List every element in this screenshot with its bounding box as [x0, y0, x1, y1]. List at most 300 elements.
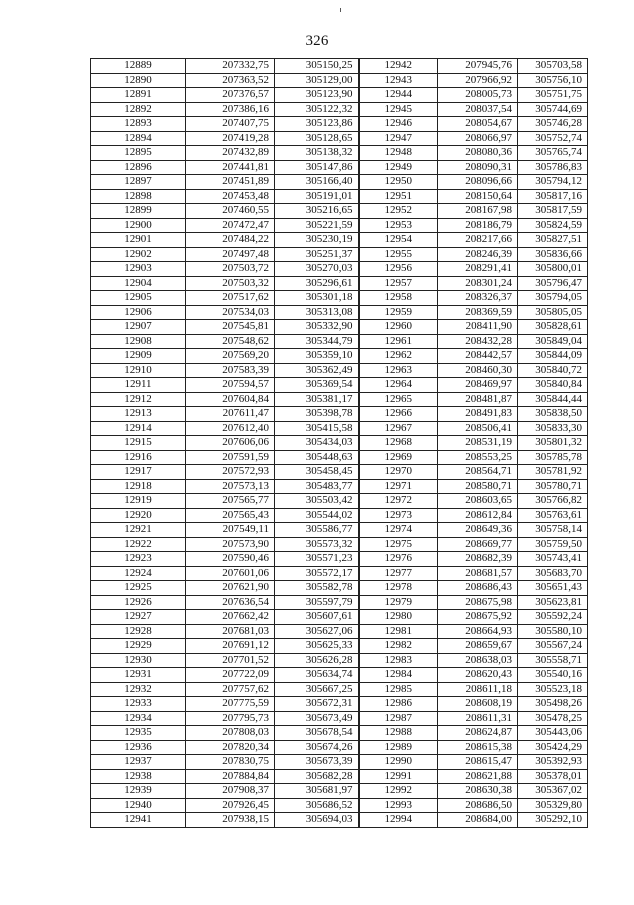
point-number-cell: 12969: [359, 450, 438, 465]
point-number-cell: 12935: [91, 726, 186, 741]
table-row: [91, 73, 588, 88]
y-coordinate-cell: 305138,32: [275, 146, 359, 161]
point-number-cell: 12988: [359, 726, 438, 741]
x-coordinate-cell: 207407,75: [186, 117, 275, 132]
table-row: [91, 537, 588, 552]
point-number-cell: 12918: [91, 479, 186, 494]
y-coordinate-cell: 305216,65: [275, 204, 359, 219]
point-number-cell: 12933: [91, 697, 186, 712]
y-coordinate-cell: 305359,10: [275, 349, 359, 364]
x-coordinate-cell: 208090,31: [438, 160, 518, 175]
point-number-cell: 12970: [359, 465, 438, 480]
x-coordinate-cell: 207376,57: [186, 88, 275, 103]
point-number-cell: 12890: [91, 73, 186, 88]
y-coordinate-cell: 305796,47: [518, 276, 588, 291]
y-coordinate-cell: 305785,78: [518, 450, 588, 465]
x-coordinate-cell: 207363,52: [186, 73, 275, 88]
y-coordinate-cell: 305166,40: [275, 175, 359, 190]
x-coordinate-cell: 207611,47: [186, 407, 275, 422]
x-coordinate-cell: 207945,76: [438, 59, 518, 74]
point-number-cell: 12986: [359, 697, 438, 712]
point-number-cell: 12929: [91, 639, 186, 654]
y-coordinate-cell: 305827,51: [518, 233, 588, 248]
table-row: [91, 508, 588, 523]
point-number-cell: 12943: [359, 73, 438, 88]
y-coordinate-cell: 305751,75: [518, 88, 588, 103]
x-coordinate-cell: 208659,67: [438, 639, 518, 654]
x-coordinate-cell: 208580,71: [438, 479, 518, 494]
x-coordinate-cell: 207484,22: [186, 233, 275, 248]
point-number-cell: 12896: [91, 160, 186, 175]
y-coordinate-cell: 305805,05: [518, 305, 588, 320]
x-coordinate-cell: 208481,87: [438, 392, 518, 407]
y-coordinate-cell: 305703,58: [518, 59, 588, 74]
point-number-cell: 12954: [359, 233, 438, 248]
y-coordinate-cell: 305571,23: [275, 552, 359, 567]
table-row: [91, 421, 588, 436]
y-coordinate-cell: 305758,14: [518, 523, 588, 538]
table-row: [91, 160, 588, 175]
y-coordinate-cell: 305443,06: [518, 726, 588, 741]
y-coordinate-cell: 305150,25: [275, 59, 359, 74]
y-coordinate-cell: 305626,28: [275, 653, 359, 668]
point-number-cell: 12959: [359, 305, 438, 320]
y-coordinate-cell: 305836,66: [518, 247, 588, 262]
x-coordinate-cell: 207503,72: [186, 262, 275, 277]
x-coordinate-cell: 208682,39: [438, 552, 518, 567]
y-coordinate-cell: 305129,00: [275, 73, 359, 88]
y-coordinate-cell: 305627,06: [275, 624, 359, 639]
x-coordinate-cell: 207601,06: [186, 566, 275, 581]
point-number-cell: 12917: [91, 465, 186, 480]
table-row: [91, 378, 588, 393]
y-coordinate-cell: 305292,10: [518, 813, 588, 828]
point-number-cell: 12939: [91, 784, 186, 799]
point-number-cell: 12893: [91, 117, 186, 132]
point-number-cell: 12984: [359, 668, 438, 683]
y-coordinate-cell: 305191,01: [275, 189, 359, 204]
table-row: [91, 479, 588, 494]
x-coordinate-cell: 207830,75: [186, 755, 275, 770]
x-coordinate-cell: 207548,62: [186, 334, 275, 349]
y-coordinate-cell: 305572,17: [275, 566, 359, 581]
x-coordinate-cell: 208612,84: [438, 508, 518, 523]
point-number-cell: 12977: [359, 566, 438, 581]
y-coordinate-cell: 305567,24: [518, 639, 588, 654]
y-coordinate-cell: 305128,65: [275, 131, 359, 146]
y-coordinate-cell: 305763,61: [518, 508, 588, 523]
table-row: [91, 682, 588, 697]
scan-mark: [340, 8, 341, 12]
point-number-cell: 12968: [359, 436, 438, 451]
y-coordinate-cell: 305794,12: [518, 175, 588, 190]
point-number-cell: 12901: [91, 233, 186, 248]
y-coordinate-cell: 305634,74: [275, 668, 359, 683]
y-coordinate-cell: 305378,01: [518, 769, 588, 784]
x-coordinate-cell: 207757,62: [186, 682, 275, 697]
point-number-cell: 12989: [359, 740, 438, 755]
coordinates-table: [90, 58, 588, 828]
y-coordinate-cell: 305752,74: [518, 131, 588, 146]
point-number-cell: 12932: [91, 682, 186, 697]
table-row: [91, 769, 588, 784]
table-row: [91, 624, 588, 639]
x-coordinate-cell: 207775,59: [186, 697, 275, 712]
point-number-cell: 12947: [359, 131, 438, 146]
point-number-cell: 12927: [91, 610, 186, 625]
y-coordinate-cell: 305344,79: [275, 334, 359, 349]
x-coordinate-cell: 207808,03: [186, 726, 275, 741]
y-coordinate-cell: 305367,02: [518, 784, 588, 799]
point-number-cell: 12926: [91, 595, 186, 610]
x-coordinate-cell: 208246,39: [438, 247, 518, 262]
x-coordinate-cell: 207701,52: [186, 653, 275, 668]
table-row: [91, 610, 588, 625]
point-number-cell: 12899: [91, 204, 186, 219]
y-coordinate-cell: 305313,08: [275, 305, 359, 320]
point-number-cell: 12916: [91, 450, 186, 465]
table-row: [91, 305, 588, 320]
y-coordinate-cell: 305683,70: [518, 566, 588, 581]
point-number-cell: 12953: [359, 218, 438, 233]
point-number-cell: 12925: [91, 581, 186, 596]
point-number-cell: 12900: [91, 218, 186, 233]
point-number-cell: 12909: [91, 349, 186, 364]
point-number-cell: 12891: [91, 88, 186, 103]
x-coordinate-cell: 208411,90: [438, 320, 518, 335]
point-number-cell: 12934: [91, 711, 186, 726]
y-coordinate-cell: 305765,74: [518, 146, 588, 161]
y-coordinate-cell: 305523,18: [518, 682, 588, 697]
y-coordinate-cell: 305780,71: [518, 479, 588, 494]
y-coordinate-cell: 305781,92: [518, 465, 588, 480]
point-number-cell: 12965: [359, 392, 438, 407]
x-coordinate-cell: 207594,57: [186, 378, 275, 393]
point-number-cell: 12960: [359, 320, 438, 335]
point-number-cell: 12950: [359, 175, 438, 190]
x-coordinate-cell: 208615,47: [438, 755, 518, 770]
x-coordinate-cell: 208608,19: [438, 697, 518, 712]
y-coordinate-cell: 305123,86: [275, 117, 359, 132]
table-row: [91, 436, 588, 451]
y-coordinate-cell: 305458,45: [275, 465, 359, 480]
x-coordinate-cell: 208291,41: [438, 262, 518, 277]
point-number-cell: 12976: [359, 552, 438, 567]
table-row: [91, 639, 588, 654]
x-coordinate-cell: 207517,62: [186, 291, 275, 306]
x-coordinate-cell: 207565,77: [186, 494, 275, 509]
x-coordinate-cell: 207591,59: [186, 450, 275, 465]
point-number-cell: 12898: [91, 189, 186, 204]
x-coordinate-cell: 207820,34: [186, 740, 275, 755]
point-number-cell: 12930: [91, 653, 186, 668]
point-number-cell: 12941: [91, 813, 186, 828]
table-row: [91, 204, 588, 219]
y-coordinate-cell: 305840,72: [518, 363, 588, 378]
x-coordinate-cell: 207497,48: [186, 247, 275, 262]
point-number-cell: 12980: [359, 610, 438, 625]
table-row: [91, 262, 588, 277]
table-row: [91, 711, 588, 726]
x-coordinate-cell: 207938,15: [186, 813, 275, 828]
table-row: [91, 552, 588, 567]
table-row: [91, 392, 588, 407]
table-row: [91, 465, 588, 480]
table-row: [91, 740, 588, 755]
y-coordinate-cell: 305597,79: [275, 595, 359, 610]
table-row: [91, 334, 588, 349]
point-number-cell: 12994: [359, 813, 438, 828]
x-coordinate-cell: 207503,32: [186, 276, 275, 291]
table-row: [91, 726, 588, 741]
point-number-cell: 12958: [359, 291, 438, 306]
point-number-cell: 12962: [359, 349, 438, 364]
point-number-cell: 12924: [91, 566, 186, 581]
table-row: [91, 233, 588, 248]
point-number-cell: 12907: [91, 320, 186, 335]
x-coordinate-cell: 208167,98: [438, 204, 518, 219]
y-coordinate-cell: 305759,50: [518, 537, 588, 552]
y-coordinate-cell: 305415,58: [275, 421, 359, 436]
point-number-cell: 12894: [91, 131, 186, 146]
y-coordinate-cell: 305332,90: [275, 320, 359, 335]
y-coordinate-cell: 305849,04: [518, 334, 588, 349]
x-coordinate-cell: 208506,41: [438, 421, 518, 436]
y-coordinate-cell: 305296,61: [275, 276, 359, 291]
y-coordinate-cell: 305694,03: [275, 813, 359, 828]
y-coordinate-cell: 305833,30: [518, 421, 588, 436]
point-number-cell: 12949: [359, 160, 438, 175]
x-coordinate-cell: 207573,13: [186, 479, 275, 494]
x-coordinate-cell: 208638,03: [438, 653, 518, 668]
point-number-cell: 12915: [91, 436, 186, 451]
y-coordinate-cell: 305230,19: [275, 233, 359, 248]
y-coordinate-cell: 305672,31: [275, 697, 359, 712]
y-coordinate-cell: 305448,63: [275, 450, 359, 465]
y-coordinate-cell: 305838,50: [518, 407, 588, 422]
x-coordinate-cell: 207606,06: [186, 436, 275, 451]
point-number-cell: 12974: [359, 523, 438, 538]
point-number-cell: 12892: [91, 102, 186, 117]
x-coordinate-cell: 208564,71: [438, 465, 518, 480]
point-number-cell: 12914: [91, 421, 186, 436]
point-number-cell: 12983: [359, 653, 438, 668]
point-number-cell: 12920: [91, 508, 186, 523]
x-coordinate-cell: 208037,54: [438, 102, 518, 117]
x-coordinate-cell: 207545,81: [186, 320, 275, 335]
point-number-cell: 12938: [91, 769, 186, 784]
x-coordinate-cell: 207453,48: [186, 189, 275, 204]
y-coordinate-cell: 305801,32: [518, 436, 588, 451]
point-number-cell: 12956: [359, 262, 438, 277]
x-coordinate-cell: 207926,45: [186, 798, 275, 813]
x-coordinate-cell: 208442,57: [438, 349, 518, 364]
point-number-cell: 12940: [91, 798, 186, 813]
x-coordinate-cell: 207636,54: [186, 595, 275, 610]
point-number-cell: 12972: [359, 494, 438, 509]
y-coordinate-cell: 305743,41: [518, 552, 588, 567]
x-coordinate-cell: 207590,46: [186, 552, 275, 567]
y-coordinate-cell: 305251,37: [275, 247, 359, 262]
y-coordinate-cell: 305794,05: [518, 291, 588, 306]
point-number-cell: 12948: [359, 146, 438, 161]
y-coordinate-cell: 305674,26: [275, 740, 359, 755]
x-coordinate-cell: 208630,38: [438, 784, 518, 799]
point-number-cell: 12981: [359, 624, 438, 639]
x-coordinate-cell: 207662,42: [186, 610, 275, 625]
y-coordinate-cell: 305498,26: [518, 697, 588, 712]
y-coordinate-cell: 305828,61: [518, 320, 588, 335]
x-coordinate-cell: 208054,67: [438, 117, 518, 132]
point-number-cell: 12903: [91, 262, 186, 277]
y-coordinate-cell: 305398,78: [275, 407, 359, 422]
y-coordinate-cell: 305667,25: [275, 682, 359, 697]
x-coordinate-cell: 208621,88: [438, 769, 518, 784]
point-number-cell: 12979: [359, 595, 438, 610]
y-coordinate-cell: 305503,42: [275, 494, 359, 509]
point-number-cell: 12971: [359, 479, 438, 494]
table-row: [91, 117, 588, 132]
x-coordinate-cell: 207722,09: [186, 668, 275, 683]
y-coordinate-cell: 305483,77: [275, 479, 359, 494]
x-coordinate-cell: 208686,50: [438, 798, 518, 813]
point-number-cell: 12937: [91, 755, 186, 770]
x-coordinate-cell: 208664,93: [438, 624, 518, 639]
x-coordinate-cell: 207419,28: [186, 131, 275, 146]
y-coordinate-cell: 305270,03: [275, 262, 359, 277]
point-number-cell: 12945: [359, 102, 438, 117]
y-coordinate-cell: 305744,69: [518, 102, 588, 117]
x-coordinate-cell: 207332,75: [186, 59, 275, 74]
point-number-cell: 12967: [359, 421, 438, 436]
x-coordinate-cell: 208432,28: [438, 334, 518, 349]
x-coordinate-cell: 207691,12: [186, 639, 275, 654]
table-row: [91, 146, 588, 161]
x-coordinate-cell: 208096,66: [438, 175, 518, 190]
x-coordinate-cell: 207549,11: [186, 523, 275, 538]
x-coordinate-cell: 208675,92: [438, 610, 518, 625]
point-number-cell: 12964: [359, 378, 438, 393]
y-coordinate-cell: 305592,24: [518, 610, 588, 625]
x-coordinate-cell: 208326,37: [438, 291, 518, 306]
point-number-cell: 12991: [359, 769, 438, 784]
y-coordinate-cell: 305362,49: [275, 363, 359, 378]
y-coordinate-cell: 305392,93: [518, 755, 588, 770]
x-coordinate-cell: 208681,57: [438, 566, 518, 581]
y-coordinate-cell: 305329,80: [518, 798, 588, 813]
x-coordinate-cell: 208615,38: [438, 740, 518, 755]
point-number-cell: 12902: [91, 247, 186, 262]
x-coordinate-cell: 207612,40: [186, 421, 275, 436]
x-coordinate-cell: 207569,20: [186, 349, 275, 364]
y-coordinate-cell: 305424,29: [518, 740, 588, 755]
y-coordinate-cell: 305844,44: [518, 392, 588, 407]
table-row: [91, 755, 588, 770]
x-coordinate-cell: 208620,43: [438, 668, 518, 683]
point-number-cell: 12992: [359, 784, 438, 799]
y-coordinate-cell: 305840,84: [518, 378, 588, 393]
table-row: [91, 131, 588, 146]
x-coordinate-cell: 208150,64: [438, 189, 518, 204]
x-coordinate-cell: 207795,73: [186, 711, 275, 726]
x-coordinate-cell: 208217,66: [438, 233, 518, 248]
x-coordinate-cell: 207573,90: [186, 537, 275, 552]
point-number-cell: 12987: [359, 711, 438, 726]
y-coordinate-cell: 305681,97: [275, 784, 359, 799]
point-number-cell: 12951: [359, 189, 438, 204]
x-coordinate-cell: 208080,36: [438, 146, 518, 161]
x-coordinate-cell: 208186,79: [438, 218, 518, 233]
x-coordinate-cell: 207572,93: [186, 465, 275, 480]
x-coordinate-cell: 208531,19: [438, 436, 518, 451]
table-row: [91, 102, 588, 117]
point-number-cell: 12919: [91, 494, 186, 509]
point-number-cell: 12931: [91, 668, 186, 683]
table-row: [91, 784, 588, 799]
y-coordinate-cell: 305844,09: [518, 349, 588, 364]
point-number-cell: 12985: [359, 682, 438, 697]
table-row: [91, 813, 588, 828]
point-number-cell: 12913: [91, 407, 186, 422]
point-number-cell: 12911: [91, 378, 186, 393]
table-row: [91, 189, 588, 204]
y-coordinate-cell: 305756,10: [518, 73, 588, 88]
x-coordinate-cell: 207621,90: [186, 581, 275, 596]
table-row: [91, 320, 588, 335]
x-coordinate-cell: 208669,77: [438, 537, 518, 552]
coordinates-table-body: [91, 59, 588, 828]
y-coordinate-cell: 305122,32: [275, 102, 359, 117]
x-coordinate-cell: 208684,00: [438, 813, 518, 828]
y-coordinate-cell: 305678,54: [275, 726, 359, 741]
y-coordinate-cell: 305651,43: [518, 581, 588, 596]
x-coordinate-cell: 207472,47: [186, 218, 275, 233]
y-coordinate-cell: 305434,03: [275, 436, 359, 451]
point-number-cell: 12978: [359, 581, 438, 596]
point-number-cell: 12973: [359, 508, 438, 523]
table-row: [91, 653, 588, 668]
point-number-cell: 12936: [91, 740, 186, 755]
y-coordinate-cell: 305817,59: [518, 204, 588, 219]
table-row: [91, 291, 588, 306]
y-coordinate-cell: 305746,28: [518, 117, 588, 132]
point-number-cell: 12906: [91, 305, 186, 320]
x-coordinate-cell: 208686,43: [438, 581, 518, 596]
y-coordinate-cell: 305147,86: [275, 160, 359, 175]
point-number-cell: 12910: [91, 363, 186, 378]
y-coordinate-cell: 305573,32: [275, 537, 359, 552]
x-coordinate-cell: 207604,84: [186, 392, 275, 407]
x-coordinate-cell: 207884,84: [186, 769, 275, 784]
table-row: [91, 450, 588, 465]
x-coordinate-cell: 207583,39: [186, 363, 275, 378]
point-number-cell: 12990: [359, 755, 438, 770]
table-row: [91, 494, 588, 509]
y-coordinate-cell: 305381,17: [275, 392, 359, 407]
x-coordinate-cell: 207386,16: [186, 102, 275, 117]
y-coordinate-cell: 305540,16: [518, 668, 588, 683]
point-number-cell: 12889: [91, 59, 186, 74]
table-row: [91, 523, 588, 538]
point-number-cell: 12963: [359, 363, 438, 378]
y-coordinate-cell: 305673,39: [275, 755, 359, 770]
y-coordinate-cell: 305586,77: [275, 523, 359, 538]
y-coordinate-cell: 305544,02: [275, 508, 359, 523]
y-coordinate-cell: 305369,54: [275, 378, 359, 393]
x-coordinate-cell: 207460,55: [186, 204, 275, 219]
point-number-cell: 12912: [91, 392, 186, 407]
point-number-cell: 12975: [359, 537, 438, 552]
